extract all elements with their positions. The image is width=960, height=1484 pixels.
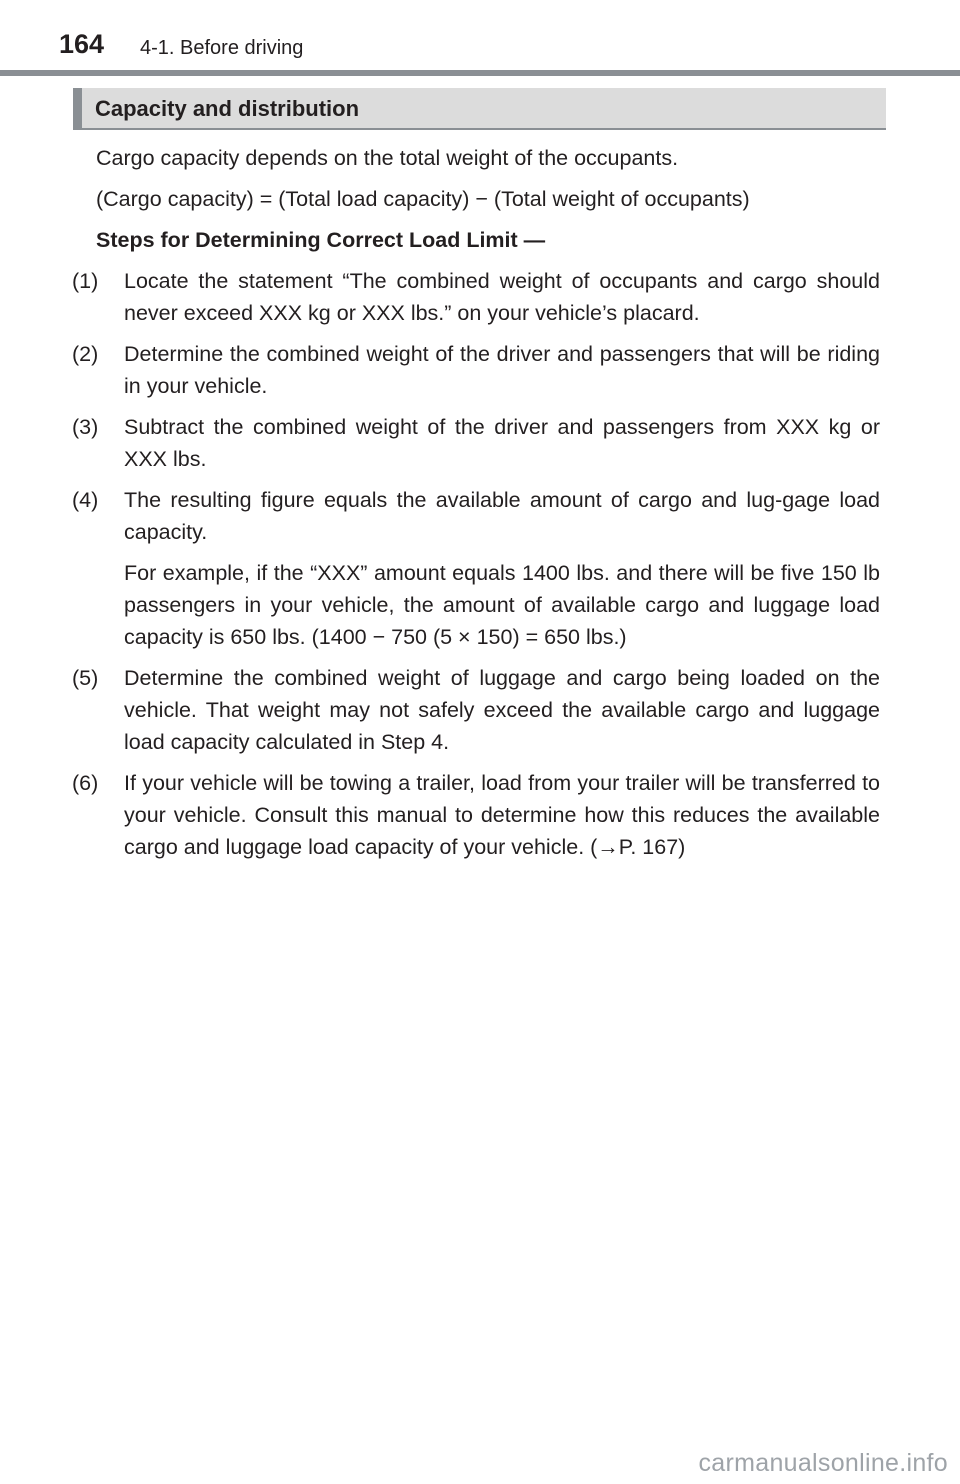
step-number: (6)	[72, 771, 99, 795]
step-text: If your vehicle will be towing a trailer, load from your trailer will be transferred to your vehicle. Consult this manual to determine how this reduces the available cargo and luggage load capacity of your vehicle. (→P. 167)	[124, 771, 880, 859]
step-item	[72, 265, 880, 329]
page-number: 164	[59, 29, 105, 59]
formula-paragraph: (Cargo capacity) = (Total load capacity) − (Total weight of occupants)	[96, 187, 750, 211]
step-body	[124, 411, 880, 475]
watermark: carmanualsonline.info	[698, 1449, 948, 1477]
step-text: Determine the combined weight of luggage and cargo being loaded on the vehicle. That weight may not safely exceed the available cargo and luggage load capacity calculated in Step 4.	[124, 666, 880, 754]
step-number: (5)	[72, 666, 99, 690]
step-body	[124, 767, 880, 863]
intro-paragraph: Cargo capacity depends on the total weight of the occupants.	[96, 146, 679, 170]
step-text: Determine the combined weight of the driver and passengers that will be riding in your vehicle.	[124, 342, 880, 398]
step-number: (3)	[72, 415, 99, 439]
step-item	[72, 662, 880, 758]
step-item	[72, 338, 880, 402]
step-body	[124, 484, 880, 653]
step-text: Locate the statement “The combined weight of occupants and cargo should never exceed XXX kg or XXX lbs.” on your vehicle’s placard.	[124, 269, 880, 325]
steps-heading: Steps for Determining Correct Load Limit —	[96, 228, 546, 252]
section-title: Capacity and distribution	[95, 96, 360, 121]
running-header: 4-1. Before driving	[140, 37, 304, 59]
step-body	[124, 662, 880, 758]
step-number: (2)	[72, 342, 99, 366]
body-text	[72, 142, 880, 872]
step-body	[124, 265, 880, 329]
step-example: For example, if the “XXX” amount equals 1400 lbs. and there will be five 150 lb passengers in your vehicle, the amount of available cargo and luggage load capacity is 650 lbs. (1400 − 750 (5 × 150) = 650 lbs.)	[124, 561, 880, 649]
section-heading-box	[73, 88, 886, 130]
header-rule	[0, 70, 960, 76]
step-number: (4)	[72, 488, 99, 512]
step-text: Subtract the combined weight of the driver and passengers from XXX kg or XXX lbs.	[124, 415, 880, 471]
step-item	[72, 411, 880, 475]
step-number: (1)	[72, 269, 99, 293]
step-text: The resulting figure equals the available amount of cargo and lug-gage load capacity.	[124, 488, 880, 544]
step-item	[72, 484, 880, 653]
step-body	[124, 338, 880, 402]
step-item	[72, 767, 880, 863]
